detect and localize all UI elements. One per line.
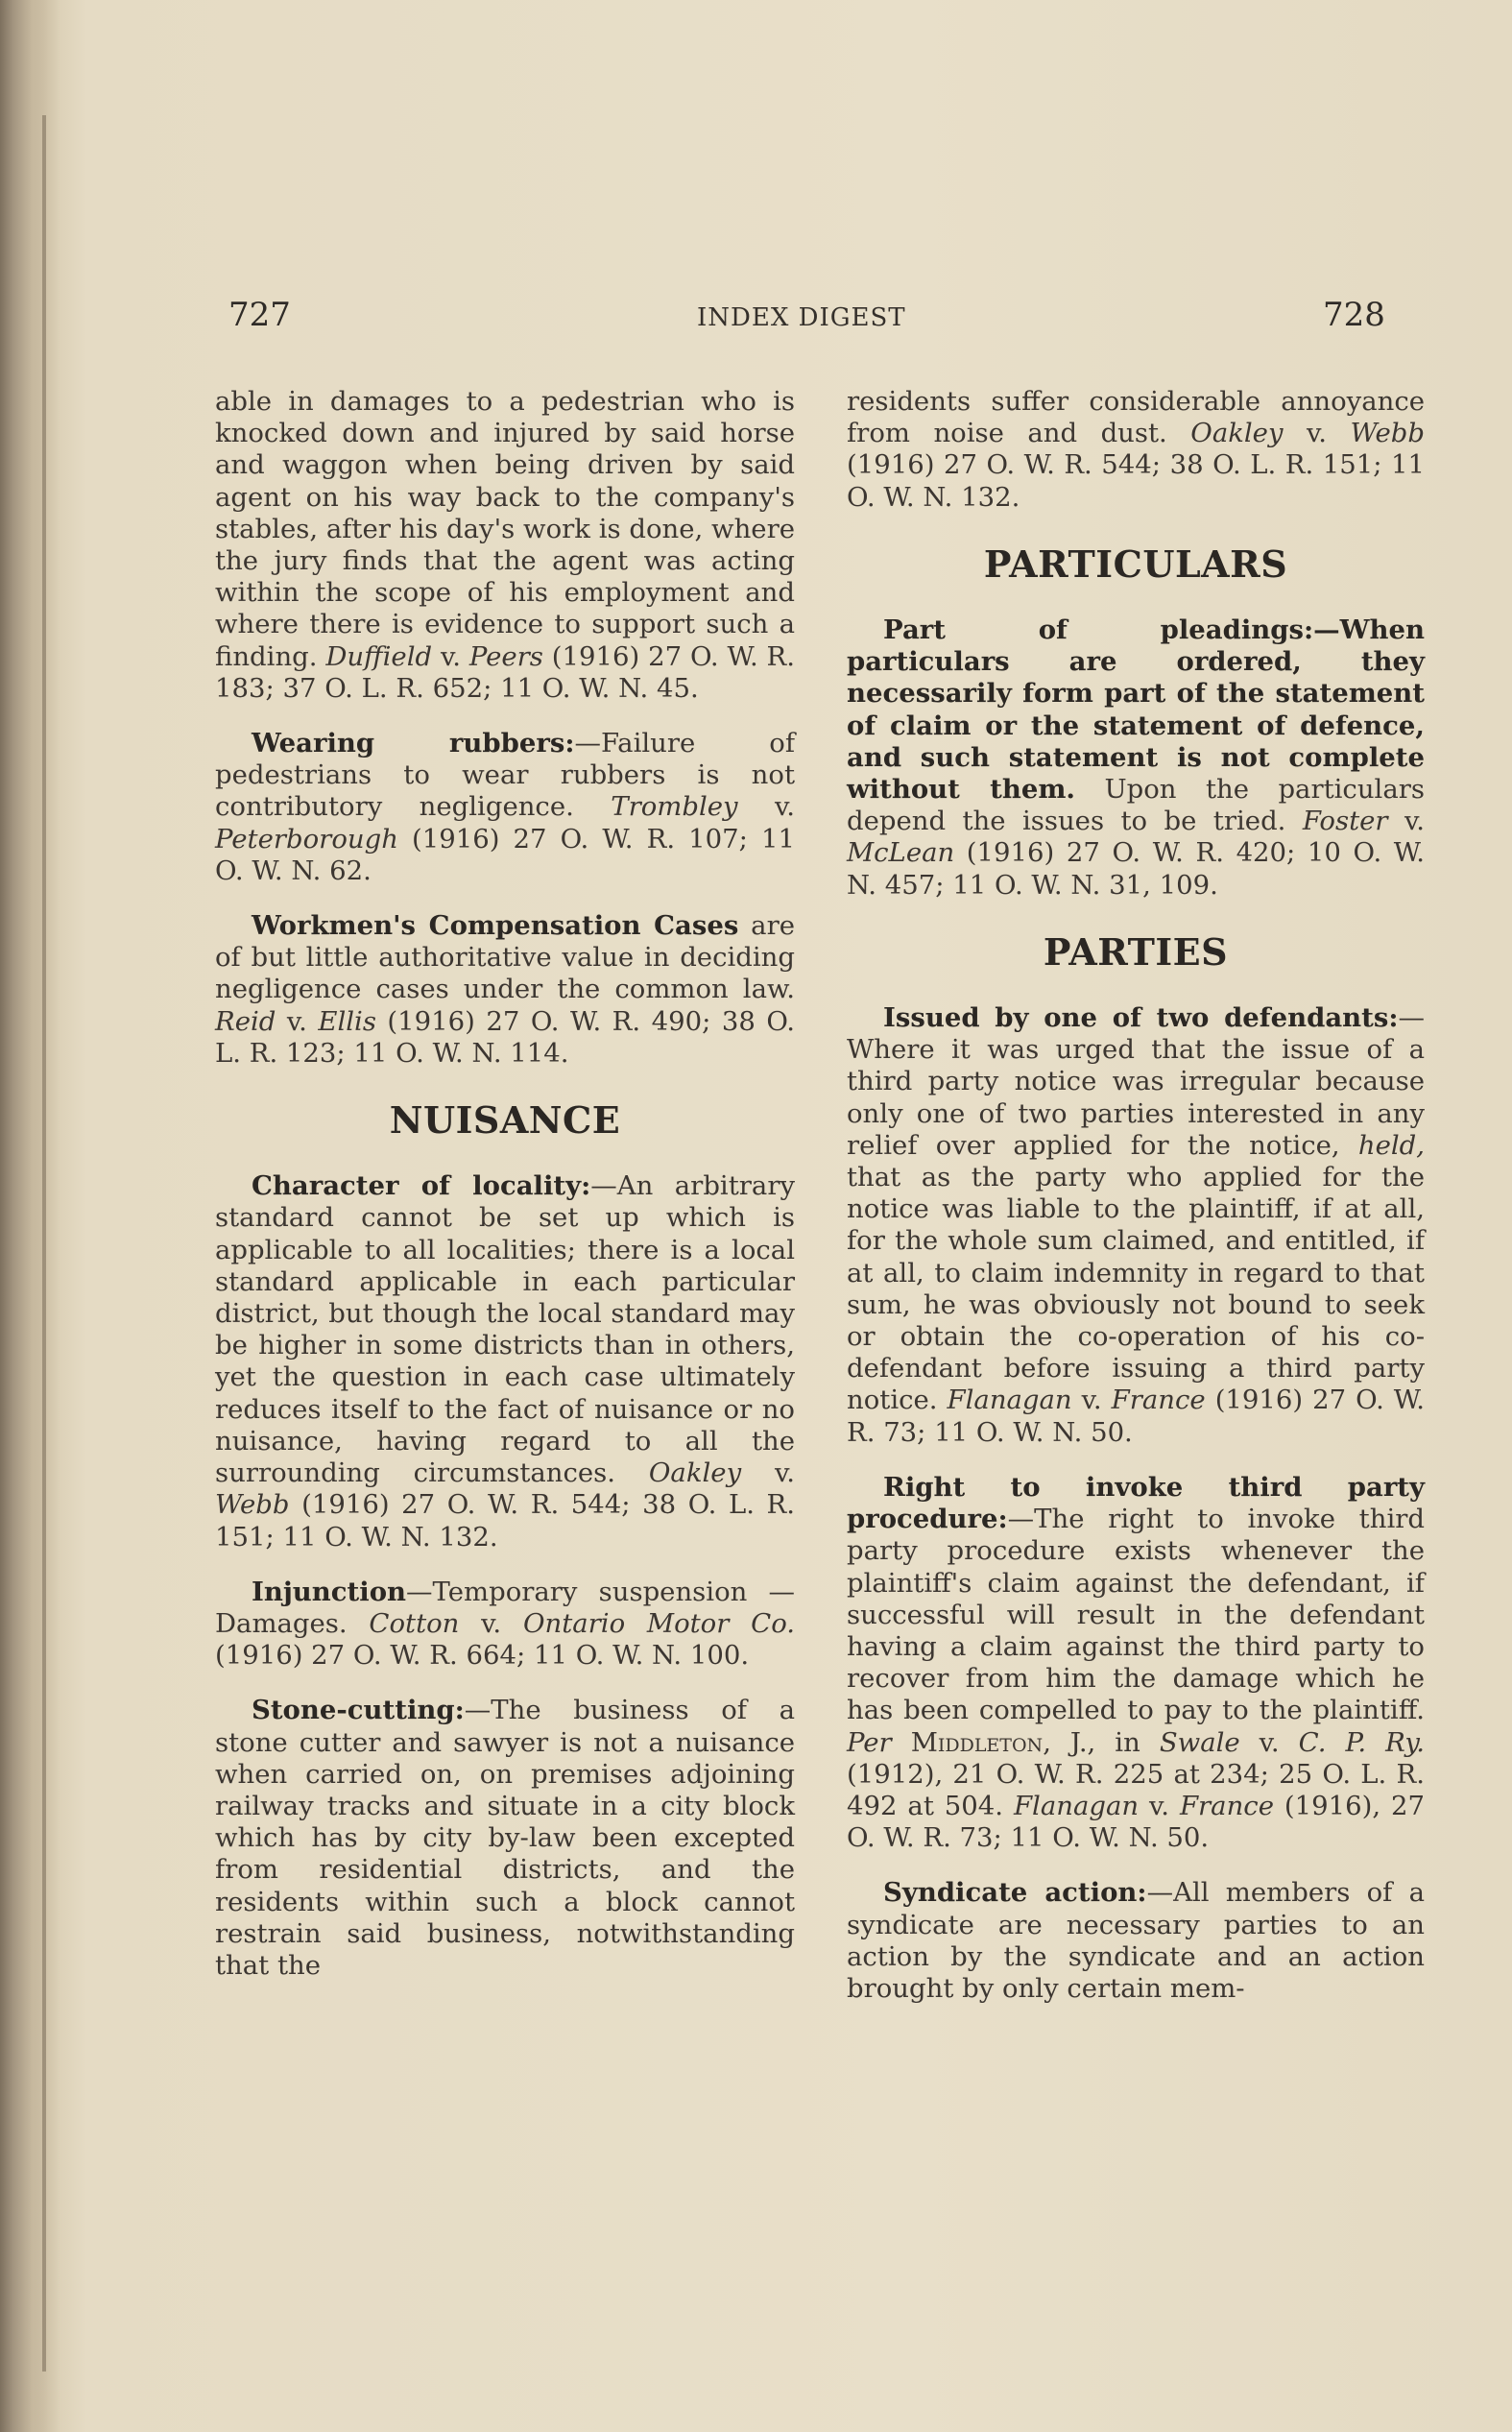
entry-issued-by-one-defendant: Issued by one of two defendants:—Where it was urged that the issue of a third party notice was irregular because only one of two parties interested in any relief over applied for the notice, held, that as the party who applied for the notice was liable to the plaintiff, if at all, for the whole sum claimed, and entitled, if at all, to claim indemnity in regard to that sum, he was obviously not bound to seek or obtain the co-operation of his co-defendant before issuing a third party notice. Flanagan v. France (1916) 27 O. W. R. 73; 11 O. W. N. 50. [847, 1002, 1426, 1448]
right-page-number: 728 [1323, 296, 1385, 334]
entry-workmens-compensation: Workmen's Compensation Cases are of but little authoritative value in deciding negligence cases under the common law. Reid v. Ellis (1916) 27 O. W. R. 490; 38 O. L. R. 123; 11 O. W. N. 114. [215, 910, 795, 1069]
entry-continuation: able in damages to a pedestrian who is knocked down and injured by said horse and waggon when being driven by said agent on his way back to the company's stables, after his day's work is done, where the jury finds that the agent was acting within the scope of his employment and where there is evidence to support such a finding. Duffield v. Peers (1916) 27 O. W. R. 183; 37 O. L. R. 652; 11 O. W. N. 45. [215, 386, 795, 704]
left-page-number: 727 [228, 296, 291, 334]
running-title: INDEX DIGEST [697, 303, 906, 332]
book-spine-shadow [0, 0, 60, 2432]
left-column [215, 386, 795, 2005]
page-header [228, 296, 1385, 344]
entry-third-party-procedure: Right to invoke third party procedure:—The right to invoke third party procedure exists whenever the plaintiff's claim against the defendant, if successful will result in the defendant having a claim against the third party to recover from him the damage which he has been compelled to pay to the plaintiff. Per Middleton, J., in Swale v. C. P. Ry. (1912), 21 O. W. R. 225 at 234; 25 O. L. R. 492 at 504. Flanagan v. France (1916), 27 O. W. R. 73; 11 O. W. N. 50. [847, 1471, 1426, 1854]
section-heading-parties: PARTIES [1043, 929, 1229, 974]
entry-injunction: Injunction—Temporary suspension —Damages. Cotton v. Ontario Motor Co. (1916) 27 O. W. R. 664; 11 O. W. N. 100. [215, 1576, 796, 1672]
right-column [847, 386, 1425, 2028]
entry-continuation-right: residents suffer considerable annoyance from noise and dust. Oakley v. Webb (1916) 27 O. W. R. 544; 38 O. L. R. 151; 11 O. W. N. 132. [847, 386, 1425, 513]
section-heading-nuisance: NUISANCE [389, 1098, 621, 1143]
entry-wearing-rubbers: Wearing rubbers:—Failure of pedestrians to wear rubbers is not contributory negligence. Trombley v. Peterborough (1916) 27 O. W. R. 107; 11 O. W. N. 62. [215, 728, 796, 886]
entry-character-of-locality: Character of locality:—An arbitrary standard cannot be set up which is applicable to all localities; there is a local standard applicable in each particular district, but though the local standard may be higher in some districts than in others, yet the question in each case ultimately reduces itself to the fact of nuisance or no nuisance, having regard to all the surrounding circumstances. Oakley v. Webb (1916) 27 O. W. R. 544; 38 O. L. R. 151; 11 O. W. N. 132. [215, 1170, 795, 1553]
binding-edge [42, 115, 46, 2372]
entry-part-of-pleadings: Part of pleadings:—When particulars are ordered, they necessarily form part of the statement of claim or the statement of defence, and such statement is not complete without them. Upon the particulars depend the issues to be tried. Foster v. McLean (1916) 27 O. W. R. 420; 10 O. W. N. 457; 11 O. W. N. 31, 109. [847, 614, 1425, 901]
entry-syndicate-action: Syndicate action:—All members of a syndicate are necessary parties to an action by the syndicate and an action brought by only certain mem- [847, 1877, 1426, 2004]
section-heading-particulars: PARTICULARS [983, 542, 1288, 586]
entry-stone-cutting: Stone-cutting:—The business of a stone cutter and sawyer is not a nuisance when carried on, on premises adjoining railway tracks and situate in a city block which has by city by-law been excepted from residential districts, and the residents within such a block cannot restrain said business, notwithstanding that the [215, 1695, 795, 1981]
